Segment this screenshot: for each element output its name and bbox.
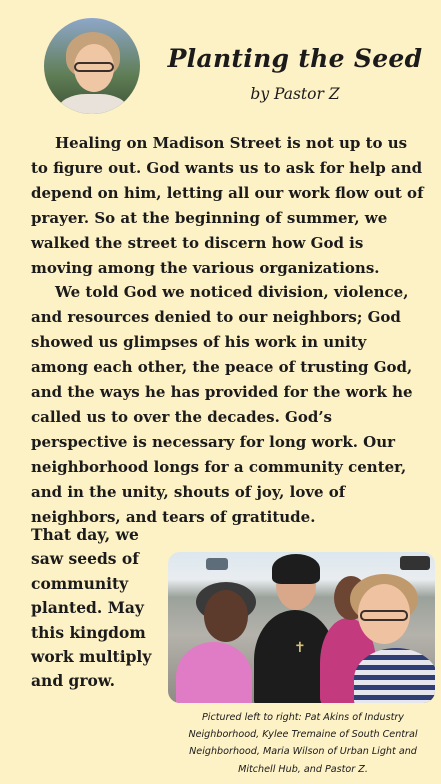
photo-person-4-glasses: [360, 610, 408, 621]
photo-caption: Pictured left to right: Pat Akins of Industry Neighborhood, Kylee Tremaine of South Central Neighborhood, Maria Wilson of Urban Light and Mitchell Hub, and Pastor Z.: [188, 712, 418, 775]
article-paragraph-2: We told God we noticed division, violence, and resources denied to our neighbors; God showed us glimpses of his work in unity among each other, the peace of trusting God, and the ways he has provided for the work he called us to over the decades. God’s perspective is necessary for long work. Our neighborhood longs for a community center, and in the unity, shouts of joy, love of neighbors, and tears of gratitude.: [31, 283, 413, 526]
group-photo: [168, 552, 435, 703]
article-byline: by Pastor Z: [250, 85, 340, 103]
article-paragraph-1: Healing on Madison Street is not up to us to figure out. God wants us to ask for help and depend on him, letting all our work flow out of prayer. So at the beginning of summer, we walked the street to discern how God is moving among the various organizations.: [31, 134, 424, 277]
cross-necklace-icon: ✝: [294, 640, 306, 656]
avatar-shirt: [58, 94, 128, 114]
photo-car: [206, 558, 228, 570]
author-avatar: [44, 18, 140, 114]
photo-person-4: [354, 648, 435, 703]
photo-car: [400, 556, 430, 570]
article-closing-text: That day, we saw seeds of community planted. May this kingdom work multiply and grow.: [31, 525, 152, 691]
photo-person-1-head: [204, 590, 248, 642]
photo-person-1: [176, 642, 252, 703]
article-title: Planting the Seed: [167, 44, 423, 73]
article-body: [31, 131, 426, 530]
avatar-glasses: [74, 62, 114, 72]
photo-person-2-hair: [272, 554, 320, 584]
